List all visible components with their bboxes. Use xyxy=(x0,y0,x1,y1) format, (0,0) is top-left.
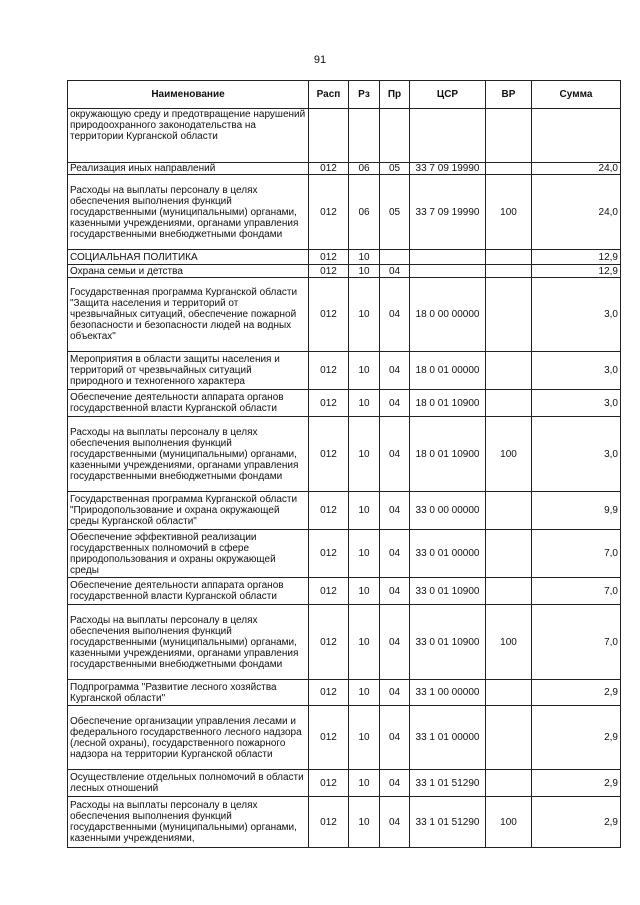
cell-name: Расходы на выплаты персоналу в целях обеспечения выполнения функций государственными (муниципальными) органами, казенными учреждениями, органами управления государственными внебюджетными фондами xyxy=(68,175,309,250)
cell-vr xyxy=(486,265,532,278)
cell-vr: 100 xyxy=(486,605,532,680)
cell-csr: 18 0 00 00000 xyxy=(410,278,486,352)
cell-rz: 10 xyxy=(349,530,380,578)
cell-rasp: 012 xyxy=(309,265,349,278)
cell-sum: 9,9 xyxy=(532,492,621,530)
cell-csr: 33 1 01 00000 xyxy=(410,706,486,770)
cell-name: окружающую среду и предотвращение нарушений природоохранного законодательства на территории Курганской области xyxy=(68,109,309,163)
cell-sum xyxy=(532,109,621,163)
cell-vr: 100 xyxy=(486,417,532,492)
table-row xyxy=(68,706,621,770)
cell-csr: 18 0 01 10900 xyxy=(410,390,486,417)
header-pr: Пр xyxy=(380,81,410,109)
table-row xyxy=(68,417,621,492)
page-number: 91 xyxy=(313,54,327,66)
cell-rz: 10 xyxy=(349,417,380,492)
cell-rasp: 012 xyxy=(309,352,349,390)
cell-csr: 33 0 00 00000 xyxy=(410,492,486,530)
header-vr: ВР xyxy=(486,81,532,109)
cell-rasp: 012 xyxy=(309,530,349,578)
cell-rasp: 012 xyxy=(309,417,349,492)
table-row xyxy=(68,390,621,417)
cell-rz: 10 xyxy=(349,278,380,352)
cell-sum: 3,0 xyxy=(532,278,621,352)
cell-sum: 3,0 xyxy=(532,352,621,390)
cell-csr: 33 1 00 00000 xyxy=(410,680,486,706)
cell-csr xyxy=(410,250,486,265)
cell-name: Обеспечение эффективной реализации государственных полномочий в сфере природопользования и охраны окружающей среды xyxy=(68,530,309,578)
cell-pr: 04 xyxy=(380,680,410,706)
cell-vr xyxy=(486,706,532,770)
cell-pr: 04 xyxy=(380,352,410,390)
cell-pr: 04 xyxy=(380,706,410,770)
cell-sum: 7,0 xyxy=(532,578,621,605)
header-name: Наименование xyxy=(68,81,309,109)
cell-name: Обеспечение организации управления лесами и федерального государственного лесного надзора (лесной охраны), государственного пожарного надзора на территории Курганской области xyxy=(68,706,309,770)
cell-pr: 04 xyxy=(380,417,410,492)
cell-pr: 04 xyxy=(380,605,410,680)
table-row xyxy=(68,797,621,848)
table-row xyxy=(68,175,621,250)
cell-sum: 3,0 xyxy=(532,417,621,492)
cell-sum: 2,9 xyxy=(532,680,621,706)
cell-vr xyxy=(486,109,532,163)
header-rz: Рз xyxy=(349,81,380,109)
cell-rasp: 012 xyxy=(309,250,349,265)
cell-sum: 24,0 xyxy=(532,163,621,175)
header-rasp: Расп xyxy=(309,81,349,109)
cell-rz: 10 xyxy=(349,680,380,706)
cell-name: Подпрограмма "Развитие лесного хозяйства Курганской области" xyxy=(68,680,309,706)
cell-rz: 10 xyxy=(349,797,380,848)
cell-sum: 7,0 xyxy=(532,605,621,680)
cell-pr xyxy=(380,109,410,163)
cell-vr: 100 xyxy=(486,175,532,250)
cell-vr xyxy=(486,250,532,265)
table-header-row xyxy=(68,81,621,109)
cell-rz: 10 xyxy=(349,770,380,797)
cell-rasp: 012 xyxy=(309,278,349,352)
cell-csr: 33 0 01 10900 xyxy=(410,605,486,680)
table-row xyxy=(68,250,621,265)
cell-rasp: 012 xyxy=(309,797,349,848)
cell-name: Расходы на выплаты персоналу в целях обеспечения выполнения функций государственными (муниципальными) органами, казенными учреждениями, органами управления государственными внебюджетными фондами xyxy=(68,605,309,680)
table-row xyxy=(68,265,621,278)
cell-rasp: 012 xyxy=(309,605,349,680)
cell-rasp: 012 xyxy=(309,770,349,797)
cell-name: Обеспечение деятельности аппарата органов государственной власти Курганской области xyxy=(68,578,309,605)
cell-vr xyxy=(486,278,532,352)
cell-csr xyxy=(410,265,486,278)
cell-csr: 33 7 09 19990 xyxy=(410,163,486,175)
cell-csr: 33 1 01 51290 xyxy=(410,770,486,797)
cell-sum: 12,9 xyxy=(532,250,621,265)
cell-rz: 10 xyxy=(349,578,380,605)
cell-rz: 10 xyxy=(349,390,380,417)
cell-name: Государственная программа Курганской области "Природопользование и охрана окружающей среды Курганской области" xyxy=(68,492,309,530)
cell-vr xyxy=(486,530,532,578)
cell-name: Расходы на выплаты персоналу в целях обеспечения выполнения функций государственными (муниципальными) органами, казенными учреждениями, xyxy=(68,797,309,848)
cell-rz: 06 xyxy=(349,175,380,250)
budget-table xyxy=(67,80,621,848)
cell-vr xyxy=(486,163,532,175)
cell-rz xyxy=(349,109,380,163)
cell-rz: 10 xyxy=(349,265,380,278)
cell-sum: 3,0 xyxy=(532,390,621,417)
cell-rasp: 012 xyxy=(309,175,349,250)
table-row xyxy=(68,278,621,352)
cell-csr: 33 0 01 00000 xyxy=(410,530,486,578)
table-row xyxy=(68,492,621,530)
table-row xyxy=(68,770,621,797)
cell-name: Реализация иных направлений xyxy=(68,163,309,175)
cell-vr xyxy=(486,390,532,417)
table-row xyxy=(68,352,621,390)
cell-rasp: 012 xyxy=(309,492,349,530)
cell-pr: 04 xyxy=(380,770,410,797)
cell-name: Осуществление отдельных полномочий в области лесных отношений xyxy=(68,770,309,797)
cell-name: Охрана семьи и детства xyxy=(68,265,309,278)
cell-rz: 10 xyxy=(349,706,380,770)
cell-rz: 06 xyxy=(349,163,380,175)
cell-pr: 04 xyxy=(380,492,410,530)
cell-rz: 10 xyxy=(349,492,380,530)
cell-name: Обеспечение деятельности аппарата органов государственной власти Курганской области xyxy=(68,390,309,417)
cell-sum: 24,0 xyxy=(532,175,621,250)
cell-sum: 2,9 xyxy=(532,770,621,797)
cell-rasp: 012 xyxy=(309,706,349,770)
cell-pr: 05 xyxy=(380,175,410,250)
cell-csr: 33 1 01 51290 xyxy=(410,797,486,848)
cell-csr: 33 0 01 10900 xyxy=(410,578,486,605)
cell-csr: 18 0 01 00000 xyxy=(410,352,486,390)
cell-vr xyxy=(486,578,532,605)
cell-csr: 33 7 09 19990 xyxy=(410,175,486,250)
table-row xyxy=(68,109,621,163)
header-sum: Сумма xyxy=(532,81,621,109)
cell-name: СОЦИАЛЬНАЯ ПОЛИТИКА xyxy=(68,250,309,265)
cell-rz: 10 xyxy=(349,250,380,265)
cell-pr: 04 xyxy=(380,390,410,417)
cell-pr: 04 xyxy=(380,265,410,278)
cell-rz: 10 xyxy=(349,352,380,390)
table-row xyxy=(68,578,621,605)
cell-pr: 04 xyxy=(380,278,410,352)
cell-rasp: 012 xyxy=(309,163,349,175)
cell-sum: 2,9 xyxy=(532,706,621,770)
table-row xyxy=(68,680,621,706)
cell-sum: 7,0 xyxy=(532,530,621,578)
cell-rasp: 012 xyxy=(309,390,349,417)
table-row xyxy=(68,605,621,680)
cell-rz: 10 xyxy=(349,605,380,680)
cell-vr xyxy=(486,770,532,797)
cell-sum: 12,9 xyxy=(532,265,621,278)
cell-rasp: 012 xyxy=(309,680,349,706)
cell-name: Мероприятия в области защиты населения и территорий от чрезвычайных ситуаций природного и техногенного характера xyxy=(68,352,309,390)
cell-pr xyxy=(380,250,410,265)
cell-rasp: 012 xyxy=(309,578,349,605)
header-csr: ЦСР xyxy=(410,81,486,109)
cell-pr: 04 xyxy=(380,530,410,578)
cell-pr: 05 xyxy=(380,163,410,175)
cell-vr xyxy=(486,680,532,706)
cell-pr: 04 xyxy=(380,797,410,848)
cell-sum: 2,9 xyxy=(532,797,621,848)
cell-csr: 18 0 01 10900 xyxy=(410,417,486,492)
cell-name: Государственная программа Курганской области "Защита населения и территорий от чрезвычайных ситуаций, обеспечение пожарной безопасности и безопасности людей на водных объектах" xyxy=(68,278,309,352)
cell-name: Расходы на выплаты персоналу в целях обеспечения выполнения функций государственными (муниципальными) органами, казенными учреждениями, органами управления государственными внебюджетными фондами xyxy=(68,417,309,492)
cell-vr: 100 xyxy=(486,797,532,848)
cell-vr xyxy=(486,492,532,530)
cell-vr xyxy=(486,352,532,390)
cell-pr: 04 xyxy=(380,578,410,605)
table-row xyxy=(68,530,621,578)
cell-csr xyxy=(410,109,486,163)
table-row xyxy=(68,163,621,175)
cell-rasp xyxy=(309,109,349,163)
